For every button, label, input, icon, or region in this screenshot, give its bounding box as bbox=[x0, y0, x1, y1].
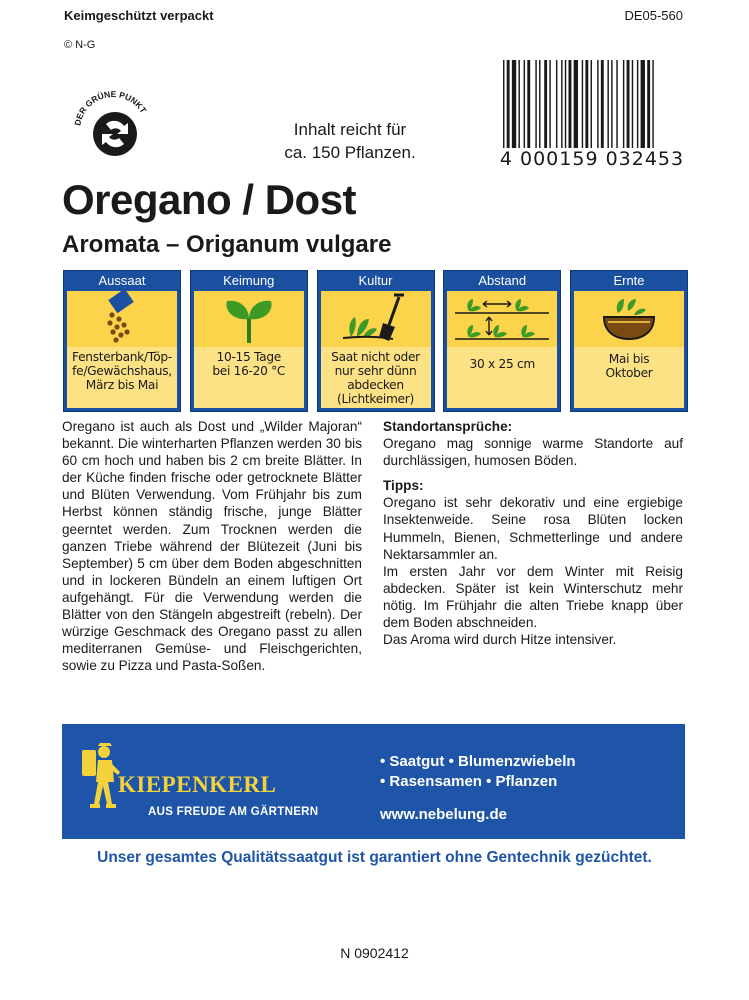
icon-text bbox=[67, 347, 177, 408]
barcode-bar bbox=[539, 60, 540, 150]
icon-text bbox=[574, 347, 684, 408]
icon-box-kultur bbox=[317, 270, 435, 412]
seed-packet-icon bbox=[67, 291, 177, 347]
barcode-bar bbox=[549, 60, 550, 150]
icon-text-line: 30 x 25 cm bbox=[469, 357, 535, 371]
spade-plant-icon bbox=[321, 291, 431, 347]
care-info bbox=[383, 418, 683, 648]
barcode-bar bbox=[647, 60, 650, 150]
icon-header: Abstand bbox=[478, 273, 527, 288]
barcode-bar bbox=[601, 60, 604, 150]
icon-box-aussaat bbox=[63, 270, 181, 412]
tips-paragraph-1: Oregano ist sehr dekorativ und eine ergiebige Insektenweide. Seine rosa Blüten locken Hummeln, Bienen, Schmetterlinge und andere Nektarsammler an. bbox=[383, 495, 683, 562]
barcode-bar bbox=[582, 60, 583, 150]
instruction-icons bbox=[63, 270, 688, 412]
barcode-bar bbox=[512, 60, 516, 150]
harvest-bowl-icon bbox=[574, 291, 684, 347]
copyright-note: © N-G bbox=[64, 39, 96, 51]
barcode-bar bbox=[507, 60, 510, 150]
icon-text-line: bei 16-20 °C bbox=[212, 364, 286, 378]
product-title: Oregano / Dost bbox=[62, 176, 357, 223]
icon-text-line: fe/Gewächshaus, bbox=[72, 364, 172, 378]
icon-header: Aussaat bbox=[98, 273, 146, 288]
icon-box-abstand bbox=[443, 270, 561, 412]
article-number: DE05-560 bbox=[624, 8, 683, 23]
barcode-bar bbox=[518, 60, 519, 150]
barcode-number: 4 000159 032453 bbox=[497, 148, 687, 170]
location-text: Oregano mag sonnige warme Standorte auf durchlässigen, humosen Böden. bbox=[383, 436, 683, 469]
contents-line-2: ca. 150 Pflanzen. bbox=[284, 143, 416, 162]
icon-header: Kultur bbox=[358, 273, 393, 288]
barcode-bar bbox=[632, 60, 633, 150]
barcode-bar bbox=[637, 60, 638, 150]
gmo-statement: Unser gesamtes Qualitätssaatgut ist garantiert ohne Gentechnik gezüchtet. bbox=[97, 849, 652, 866]
icon-text-line: Oktober bbox=[605, 366, 653, 380]
packaging-note: Keimgeschützt verpackt bbox=[64, 8, 214, 23]
icon-box-ernte bbox=[570, 270, 688, 412]
barcode-bar bbox=[556, 60, 557, 150]
barcode-bar bbox=[611, 60, 612, 150]
barcode-bar bbox=[607, 60, 608, 150]
barcode-bar bbox=[623, 60, 624, 150]
brand-tagline: AUS FREUDE AM GÄRTNERN bbox=[148, 806, 319, 818]
icon-box-keimung bbox=[190, 270, 308, 412]
tips-paragraph-2: Im ersten Jahr vor dem Winter mit Reisig abdecken. Später ist kein Winterschutz mehr nötig. Im Frühjahr die alten Triebe knapp über dem Boden abschneiden. bbox=[383, 563, 683, 631]
icon-text-line: Fensterbank/Töp- bbox=[72, 350, 172, 364]
barcode-bar bbox=[627, 60, 630, 150]
contents-line-1: Inhalt reicht für bbox=[293, 120, 407, 139]
icon-text-line: nur sehr dünn bbox=[334, 364, 417, 378]
spacing-icon bbox=[447, 291, 557, 347]
svg-text:DER GRÜNE PUNKT: DER GRÜNE PUNKT bbox=[72, 88, 149, 127]
barcode-bar bbox=[641, 60, 645, 150]
barcode-bar bbox=[616, 60, 617, 150]
barcode-bar bbox=[569, 60, 572, 150]
barcode-bar bbox=[524, 60, 525, 150]
icon-text-line: Mai bis bbox=[608, 352, 650, 366]
barcode-bar bbox=[591, 60, 592, 150]
tips-paragraph-3: Das Aroma wird durch Hitze intensiver. bbox=[383, 632, 617, 648]
icon-text-line: abdecken bbox=[347, 378, 404, 392]
product-subtitle: Aromata – Origanum vulgare bbox=[62, 231, 392, 258]
seedling-icon bbox=[194, 291, 304, 347]
barcode-bar bbox=[585, 60, 588, 150]
barcode-bar bbox=[535, 60, 536, 150]
product-range-line-1: • Saatgut • Blumenzwiebeln bbox=[380, 753, 576, 770]
icon-text-line: März bis Mai bbox=[85, 378, 159, 392]
kiepenkerl-figure-icon bbox=[78, 742, 122, 810]
icon-header: Ernte bbox=[613, 273, 645, 288]
barcode-bar bbox=[565, 60, 566, 150]
barcode-bar bbox=[544, 60, 547, 150]
contents-info bbox=[250, 118, 450, 164]
barcode-bar bbox=[574, 60, 578, 150]
gruener-punkt-logo bbox=[68, 80, 158, 170]
location-heading: Standortansprüche: bbox=[383, 419, 513, 434]
barcode-bar bbox=[527, 60, 530, 150]
product-range-line-2: • Rasensamen • Pflanzen bbox=[380, 773, 558, 790]
barcode-bar bbox=[561, 60, 562, 150]
description-text: Oregano ist auch als Dost und „Wilder Majoran“ bekannt. Die winterharten Pflanzen werden 30 bis 60 cm hoch und haben bis 2 cm breite Blätter. In der Küche finden frische oder getrocknete Blätter und Blüten Verwendung. Vom Frühjahr bis zum Herbst können ständig frische, junge Blätter geerntet werden. Zum Trocknen werden die ganzen Triebe während der Blütezeit (Juni bis September) 5 cm über dem Boden abgeschnitten und in lockeren Bündeln an einem luftigen Ort aufgehängt. Für die Verwendung werden die Blätter von den Stängeln abgestreift (rebeln). Der würzige Geschmack des Oregano passt zu allen mediterranen Gemüse- und Fleischgerichten, sowie zu Pizza und Pasta-Soßen. bbox=[62, 419, 362, 674]
lot-number: N 0902412 bbox=[340, 945, 409, 961]
tips-heading: Tipps: bbox=[383, 478, 424, 494]
icon-header: Keimung bbox=[223, 273, 275, 288]
brand-name: KIEPENKERL bbox=[118, 772, 277, 797]
icon-text bbox=[321, 347, 431, 408]
barcode-bar bbox=[503, 60, 504, 150]
icon-text bbox=[194, 347, 304, 408]
icon-text-line: (Lichtkeimer) bbox=[337, 392, 414, 406]
icon-text-line: Saat nicht oder bbox=[331, 350, 420, 364]
website-link[interactable]: www.nebelung.de bbox=[380, 806, 507, 823]
barcode-bar bbox=[597, 60, 598, 150]
icon-text bbox=[447, 347, 557, 408]
barcode-bar bbox=[652, 60, 653, 150]
icon-text-line: 10-15 Tage bbox=[216, 350, 281, 364]
